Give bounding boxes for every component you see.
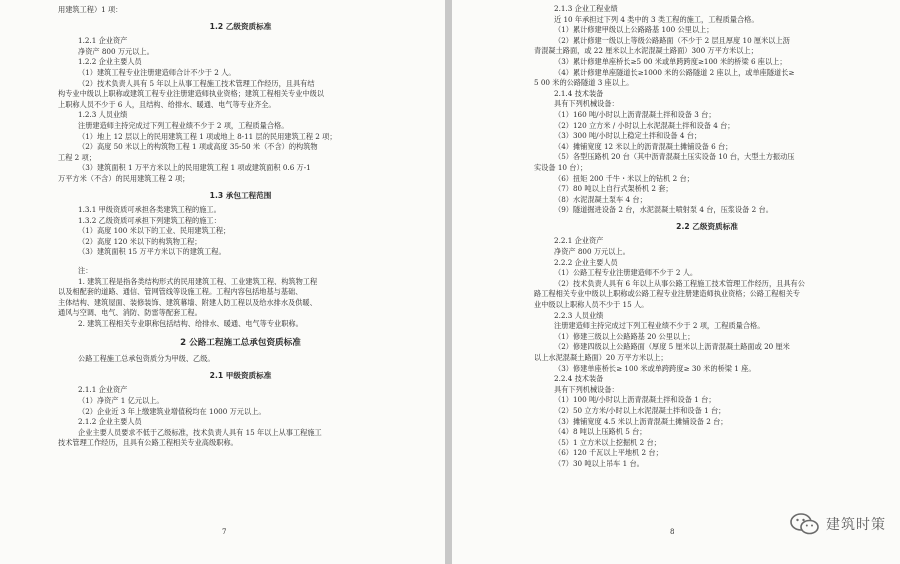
text-line: （3）摊铺宽度 4.5 米以上沥青混凝土摊铺设备 2 台； [554, 416, 728, 426]
text-line: （1）160 吨/小时以上沥青混凝土拌和设备 3 台； [554, 109, 716, 119]
text-line: 具有下列机械设备： [554, 99, 619, 109]
text-line: （2）高度 120 米以下的构筑物工程； [78, 236, 202, 246]
text-line: （1）高度 100 米以下的工业、民用建筑工程； [78, 226, 231, 236]
text-line: 工程 2 项； [58, 152, 96, 162]
text-line: （1）地上 12 层以上的民用建筑工程 1 项或地上 8-11 层的民用建筑工程 2 项； [78, 131, 337, 141]
text-line: （3）建筑面积 15 万平方米以下的建筑工程。 [78, 247, 226, 257]
note-line: 主体结构、建筑屋面、装修装饰、建筑幕墙、附建人防工程以及给水排水及供暖、 [58, 297, 317, 307]
text-line: 构专业中级以上职称或建筑工程专业注册建造师执业资格；建筑工程相关专业中级以 [58, 89, 324, 99]
text-line: 上职称人员不少于 6 人，且结构、给排水、暖通、电气等专业齐全。 [58, 99, 276, 109]
text-line: 企业主要人员要求不低于乙级标准，技术负责人具有 15 年以上从事工程施工 [78, 427, 322, 437]
section-title-2-1: 2.1 甲级资质标准 [209, 370, 272, 380]
wechat-icon [790, 512, 820, 536]
watermark-text: 建筑时策 [826, 517, 886, 533]
text-line: 净资产 800 万元以上。 [554, 247, 630, 257]
chapter-title-2: 2 公路工程施工总承包资质标准 [180, 337, 301, 348]
text-line: （9）隧道掘进设备 2 台，水泥混凝土喷射泵 4 台，压浆设备 2 台。 [554, 205, 773, 215]
text-line: （2）技术负责人具有 6 年以上从事公路工程施工技术管理工作经历，且具有公 [554, 278, 805, 288]
text-line: 路工程相关专业中级以上职称或公路工程专业注册建造师执业资格；公路工程相关专 [534, 289, 800, 299]
text-line: （1）净资产 1 亿元以上。 [78, 396, 164, 405]
text-line: （8）水泥混凝土泵车 4 台； [554, 194, 647, 204]
text-line: 净资产 800 万元以上。 [78, 46, 154, 56]
text-line: 1.2.3 人员业绩 [78, 110, 128, 120]
text-line: （2）企业近 3 年上缴建筑业增值税均在 1000 万元以上。 [78, 406, 266, 416]
text-line: 1.2.2 企业主要人员 [78, 57, 142, 67]
text-line: （3）建筑面积 1 万平方米以上的民用建筑工程 1 项或建筑面积 0.6 万-1 [78, 163, 311, 173]
text-line: （1）公路工程专业注册建造师不少于 2 人。 [554, 268, 698, 278]
text-line: （4）8 吨以上压路机 5 台； [554, 427, 647, 437]
text-line: （1）100 吨/小时以上沥青混凝土拌和设备 1 台； [554, 395, 716, 405]
text-line: 2.1.2 企业主要人员 [78, 417, 142, 427]
text-line: （2）高度 50 米以上的构筑物工程 1 项或高度 35-50 米（不含）的构筑物 [78, 142, 318, 152]
text-line: 公路工程施工总承包资质分为甲级、乙级。 [78, 354, 215, 364]
text-line: 5 00 米的公路隧道 3 座以上。 [534, 78, 634, 88]
text-line: 注册建造师主持完成过下列工程业绩不少于 2 项，工程质量合格。 [554, 321, 765, 331]
text-line: 注册建造师主持完成过下列工程业绩不少于 2 项，工程质量合格。 [78, 120, 289, 130]
page-number-left: 7 [222, 528, 227, 537]
text-line: （6）扭矩 200 千牛・米以上的钻机 2 台； [554, 173, 694, 183]
text-line: （7）80 吨以上自行式架桥机 2 套； [554, 184, 673, 194]
page-gutter [445, 0, 452, 564]
note-line: 1. 建筑工程是指各类结构形式的民用建筑工程、工业建筑工程、构筑物工程 [78, 276, 318, 286]
text-line: 近 10 年承担过下列 4 类中的 3 类工程的施工，工程质量合格。 [554, 14, 759, 24]
watermark [790, 512, 886, 536]
text-line: 2.2.2 企业主要人员 [554, 257, 618, 267]
text-line: （3）300 吨/小时以上稳定土拌和设备 4 台； [554, 131, 702, 141]
text-line: （3）修建单座桥长≥ 100 米或单跨跨度≥ 30 米的桥梁 1 座。 [554, 363, 756, 373]
text-line: （1）累计修建甲级以上公路路基 100 公里以上； [554, 25, 714, 35]
text-line: （1）修建三级以上公路路基 20 公里以上； [554, 331, 695, 341]
section-title-1-3: 1.3 承包工程范围 [209, 190, 272, 200]
section-title-2-2: 2.2 乙级资质标准 [676, 221, 738, 231]
text-line: （2）120 立方米 / 小时以上水泥混凝土拌和设备 4 台； [554, 120, 735, 130]
text-line: 1.3.1 甲级资质可承担各类建筑工程的施工。 [78, 205, 221, 215]
left-page [0, 0, 445, 564]
text-line: 万平方米（不含）的民用建筑工程 2 项； [58, 173, 190, 183]
right-page [452, 0, 900, 564]
text-line: 具有下列机械设备： [554, 384, 619, 394]
note-line: 通风与空调、电气、消防、防雷等配套工程。 [58, 308, 202, 318]
text-line: （2）50 立方米/小时以上水泥混凝土拌和设备 1 台； [554, 405, 726, 415]
note-line: 2. 建筑工程相关专业职称包括结构、给排水、暖通、电气等专业职称。 [78, 319, 303, 329]
note-line: 以及相配套的道路、通信、管网管线等设施工程。工程内容包括地基与基础、 [58, 287, 303, 297]
text-line: （3）累计修建单座桥长≥5 00 米或单跨跨度≥100 米的桥梁 6 座以上； [554, 56, 787, 66]
text-line: 技术管理工作经历，且具有公路工程相关专业高级职称。 [58, 438, 238, 448]
text-line: 业中级以上职称人员不少于 15 人。 [534, 300, 649, 310]
text-line: 1.2.1 企业资产 [78, 36, 128, 46]
text-line: （5）1 立方米以上挖掘机 2 台； [554, 437, 661, 447]
notes-label: 注： [78, 266, 93, 276]
text-line: 2.1.3 企业工程业绩 [554, 4, 618, 13]
section-title-1-2: 1.2 乙级资质标准 [209, 21, 272, 31]
text-line: 2.2.1 企业资产 [554, 236, 604, 246]
text-line: （1）建筑工程专业注册建造师合计不少于 2 人。 [78, 67, 236, 77]
text-line: 2.2.4 技术装备 [554, 374, 604, 384]
text-line: （4）摊铺宽度 12 米以上的沥青混凝土摊铺设备 6 台； [554, 141, 733, 151]
text-line: 2.2.3 人员业绩 [554, 310, 604, 320]
text-line: （2）技术负责人具有 5 年以上从事工程施工技术管理工作经历，且具有结 [78, 78, 315, 88]
text-line: 实设备 10 台）； [534, 162, 588, 172]
text-line: 2.1.4 技术装备 [554, 88, 604, 98]
text-line: （2）累计修建一级以上等级公路路面（不少于 2 层且厚度 10 厘米以上沥 [554, 35, 790, 45]
text-line: 青混凝土路面，或 22 厘米以上水泥混凝土路面）300 万平方米以上； [534, 46, 758, 56]
text-line: 以上水泥混凝土路面）20 万平方米以上； [534, 353, 668, 362]
text-line: 2.1.1 企业资产 [78, 385, 128, 395]
text-line: （5）各型压路机 20 台（其中沥青混凝土压实设备 10 台，大型土方振动压 [554, 152, 795, 162]
text-line: （4）累计修建单座隧道长≥1000 米的公路隧道 2 座以上，或单座隧道长≥ [554, 67, 795, 77]
text-line: （2）修建四级以上公路路面（厚度 5 厘米以上沥青混凝土路面或 20 厘米 [554, 342, 790, 352]
text-line: （6）120 千瓦以上平地机 2 台； [554, 448, 663, 458]
page-number-right: 8 [670, 528, 675, 537]
top-line: 用建筑工程）1 项： [58, 5, 123, 14]
text-line: （7）30 吨以上吊车 1 台。 [554, 458, 644, 468]
text-line: 1.3.2 乙级资质可承担下列建筑工程的施工： [78, 215, 221, 225]
